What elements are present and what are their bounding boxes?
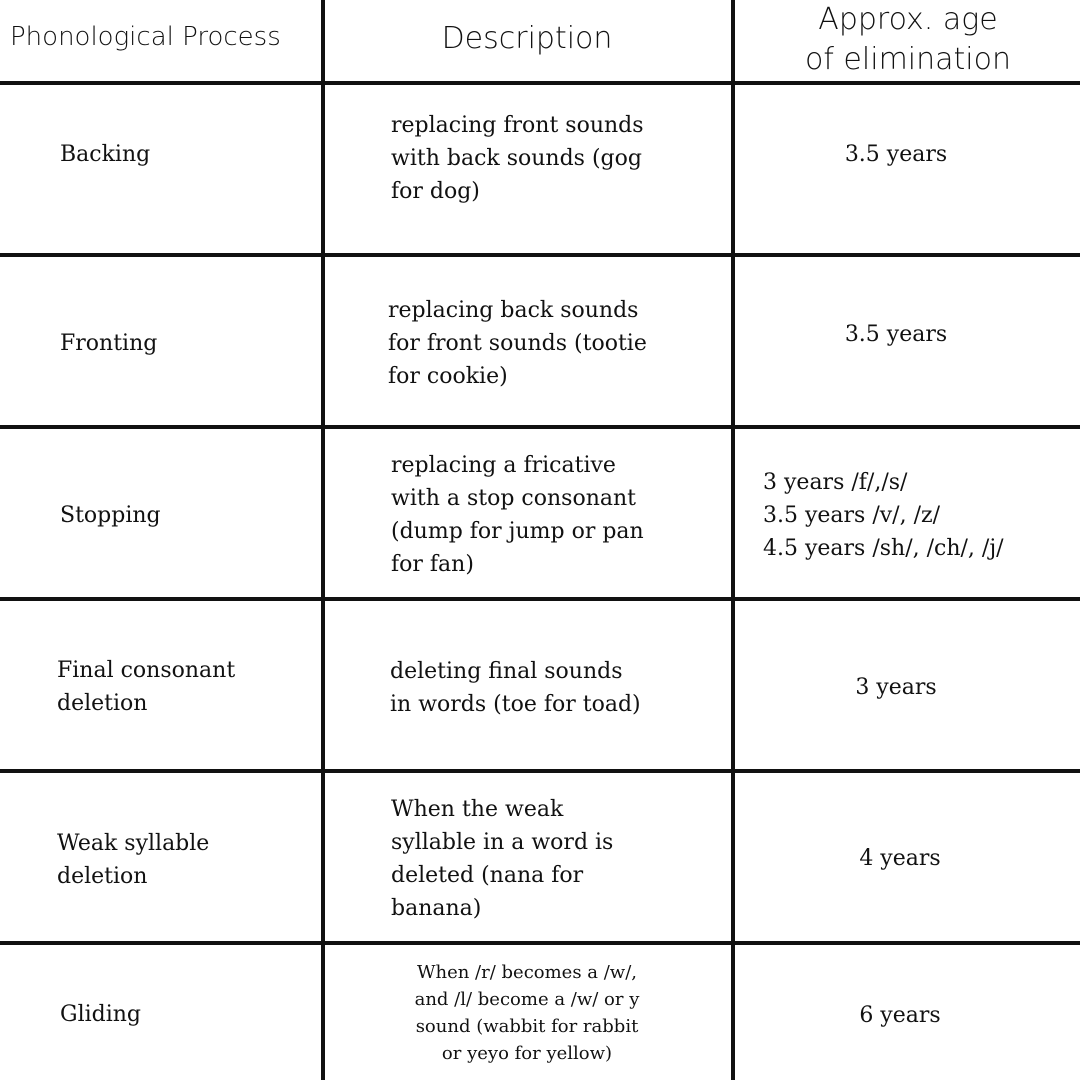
process-name: Gliding bbox=[60, 1002, 142, 1027]
age-of-elimination: 3 years bbox=[855, 675, 937, 700]
process-name: Weak syllable deletion bbox=[57, 831, 210, 889]
header-phonological-process: Phonological Process bbox=[10, 22, 281, 52]
process-description: replacing a fricative with a stop consonant (dump for jump or pan for fan) bbox=[391, 453, 644, 577]
row-divider bbox=[0, 81, 1080, 85]
age-of-elimination: 3.5 years bbox=[844, 322, 948, 347]
process-name: Final consonant deletion bbox=[57, 658, 236, 716]
age-of-elimination: 4 years bbox=[859, 846, 941, 871]
column-divider bbox=[321, 0, 325, 1080]
age-of-elimination: 3.5 years bbox=[844, 142, 948, 167]
row-divider bbox=[0, 769, 1080, 773]
process-name: Stopping bbox=[60, 503, 161, 528]
process-name: Fronting bbox=[60, 331, 158, 356]
row-divider bbox=[0, 425, 1080, 429]
process-description: deleting final sounds in words (toe for toad) bbox=[390, 659, 641, 717]
process-name: Backing bbox=[60, 142, 151, 167]
row-divider bbox=[0, 941, 1080, 945]
row-divider bbox=[0, 597, 1080, 601]
process-description: replacing back sounds for front sounds (tootie for cookie) bbox=[388, 298, 647, 389]
process-description: When /r/ becomes a /w/, and /l/ become a /w/ or y sound (wabbit for rabbit or yeyo for yellow) bbox=[414, 962, 640, 1064]
age-of-elimination: 6 years bbox=[859, 1003, 941, 1028]
header-description: Description bbox=[441, 21, 613, 56]
process-description: replacing front sounds with back sounds (gog for dog) bbox=[391, 113, 644, 204]
row-divider bbox=[0, 253, 1080, 257]
column-divider bbox=[731, 0, 735, 1080]
age-of-elimination: 3 years /f/,/s/ 3.5 years /v/, /z/ 4.5 years /sh/, /ch/, /j/ bbox=[763, 470, 1004, 561]
process-description: When the weak syllable in a word is deleted (nana for banana) bbox=[391, 797, 614, 921]
header-age-of-elimination: Approx. age of elimination bbox=[804, 2, 1011, 77]
